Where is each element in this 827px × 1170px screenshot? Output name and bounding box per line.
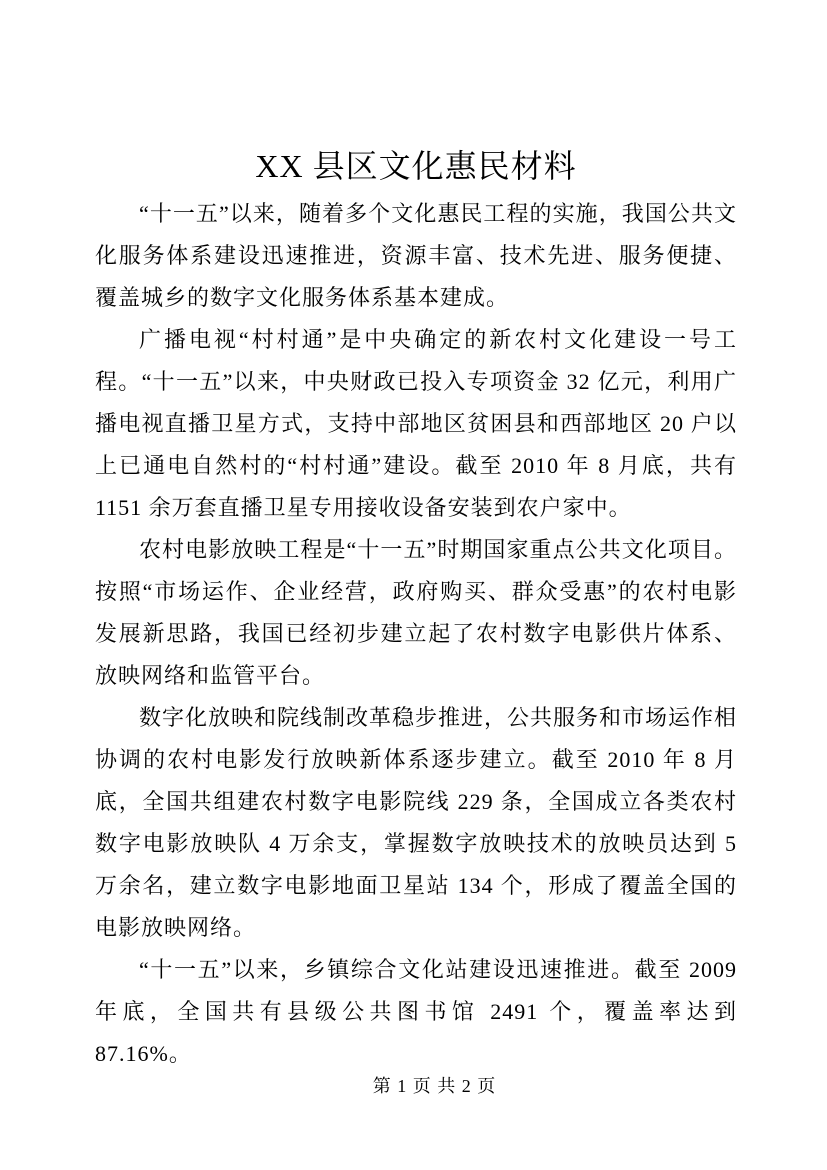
paragraph-digital-projection: 数字化放映和院线制改革稳步推进，公共服务和市场运作相协调的农村电影发行放映新体系逐步建立。截至 2010 年 8 月底，全国共组建农村数字电影院线 229 条，全国成立各类农村数字电影放映队 4 万余支，掌握数字放映技术的放映员达到 5 万余名，建立数字电影地面卫星站 134 个，形成了覆盖全国的电影放映网络。 xyxy=(95,705,738,940)
page-footer xyxy=(373,1074,497,1098)
document-body xyxy=(95,193,737,1075)
paragraph-overview: “十一五”以来，随着多个文化惠民工程的实施，我国公共文化服务体系建设迅速推进，资源丰富、技术先进、服务便捷、覆盖城乡的数字文化服务体系基本建成。 xyxy=(95,201,737,310)
document-title: XX 县区文化惠民材料 xyxy=(255,148,577,184)
page-number: 第 1 页 共 2 页 xyxy=(372,1076,497,1096)
paragraph-cuncuntong: 广播电视“村村通”是中央确定的新农村文化建设一号工程。“十一五”以来，中央财政已投入专项资金 32 亿元，利用广播电视直播卫星方式，支持中部地区贫困县和西部地区 20 户以上已通电自然村的“村村通”建设。截至 2010 年 8 月底，共有 1151 余万套直播卫星专用接收设备安装到农户家中。 xyxy=(95,327,737,520)
paragraph-culture-stations: “十一五”以来，乡镇综合文化站建设迅速推进。截至 2009 年底，全国共有县级公共图书馆 2491 个，覆盖率达到 87.16%。 xyxy=(95,957,737,1066)
paragraph-rural-film-project: 农村电影放映工程是“十一五”时期国家重点公共文化项目。按照“市场运作、企业经营，政府购买、群众受惠”的农村电影发展新思路，我国已经初步建立起了农村数字电影供片体系、放映网络和监管平台。 xyxy=(95,537,737,688)
